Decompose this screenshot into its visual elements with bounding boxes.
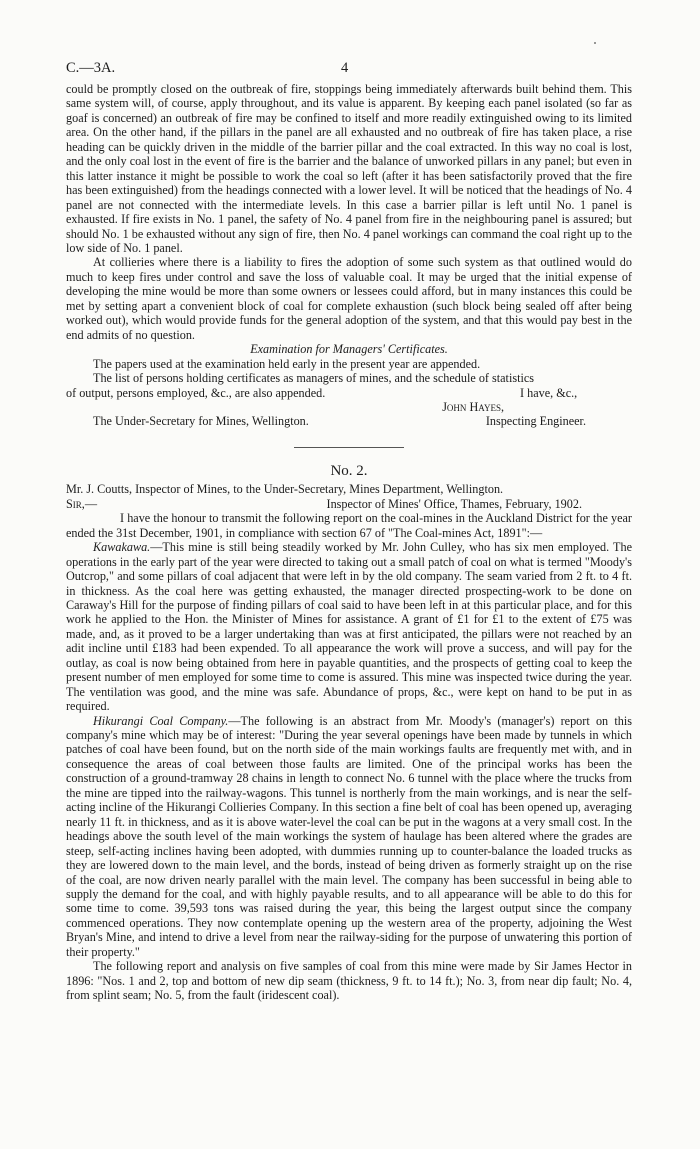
signatory-row	[66, 400, 632, 414]
paragraph-kawakawa	[66, 540, 632, 713]
salutation-row	[66, 497, 632, 511]
letter-from-line: Mr. J. Coutts, Inspector of Mines, to the Under-Secretary, Mines Department, Wellington.	[66, 482, 504, 497]
paragraph-collieries: At collieries where there is a liability to fires the adoption of some such system as that outlined would do much to keep fires under control and save the loss of valuable coal. It may be urged that the initial expense of developing the mine would be more than some owners or lessees could afford, but in many instances this could be met by setting apart a convenient block of coal for complete exhaustion (such block being sealed off after being worked out), which would provide funds for the general adoption of the system, and that this would pay best in the end admits of no question.	[66, 255, 632, 342]
page-number: 4	[341, 60, 349, 76]
hikurangi-title: Hikurangi Coal Company.	[93, 713, 229, 728]
examination-heading: Examination for Managers' Certificates.	[250, 342, 448, 357]
paragraph-exam-papers: The papers used at the examination held early in the present year are appended.	[93, 356, 481, 371]
paragraph-certificates-cont: of output, persons employed, &c., are also appended.	[66, 385, 326, 400]
page-speck	[594, 42, 596, 44]
paragraph-fire-panels: could be promptly closed on the outbreak of fire, stoppings being immediately afterwards built behind them. This same system will, of course, apply throughout, and its value is apparent. By keeping each panel isolated (so far as goaf is concerned) an outbreak of fire may be confined to itself and more readily extinguished owing to its limited area. On the other hand, if the pillars in the panel are all exhausted and no outbreak of fire has taken place, a rise heading can be quickly driven in the middle of the barrier pillar and the coal extracted. In this way no coal is lost, and the only coal lost in the event of fire is the barrier and the balance of unworked pillars in any panel; but even in this latter instance it might be possible to work the coal so left (after it has been satisfactorily proved that the fire has been extinguished) from the headings connected with a lower level. It will be noticed that the headings of No. 4 panel are not connected with the intermediate levels. In this case a barrier pillar is left until No. 1 panel is exhausted. If fire exists in No. 1 panel, the safety of No. 4 panel from fire in the neighbouring panel is assured; but should No. 1 be exhausted without any sign of fire, then No. 4 panel workings can command the coal right up to the low side of No. 1 panel.	[66, 82, 632, 255]
addressee-row	[66, 414, 632, 428]
kawakawa-title: Kawakawa.	[93, 540, 151, 555]
section-heading: No. 2.	[330, 462, 368, 479]
page-header	[66, 60, 632, 80]
office-dateline: Inspector of Mines' Office, Thames, February, 1902.	[326, 496, 582, 511]
kawakawa-text: —This mine is still being steadily worked by Mr. John Culley, who has six men employed. The operations in the early part of the year were directed to taking out a small patch of coal on what is termed "Moody's Outcrop," and some pillars of coal adjacent that were left in by the old company. The seam varied from 2 ft. to 4 ft. in thickness. As the coal here was getting exhausted, the manager directed prospecting-work to be done on Caraway's Hill for the purpose of finding pillars of coal said to have been left in at this particular place, and for this work he applied to the Hon. the Minister of Mines for assistance. A grant of £1 for £1 to the extent of £75 was made, and, as it proved to be a larger undertaking than was at first anticipated, the pillars were not reached by an adit incline until £183 had been expended. To all appearance the work will prove a success, and will pay for the outlay, as coal is now being obtained from here in payable quantities, and the prospects of getting coal to keep the present number of men employed for some time to come is assured. This mine was inspected twice during the year. The ventilation was good, and the mine was safe. Abundance of props, &c., were kept on hand to be put in as required.	[66, 540, 632, 714]
signatory-title: Inspecting Engineer.	[485, 414, 586, 429]
addressee: The Under-Secretary for Mines, Wellington.	[93, 414, 309, 429]
signatory-name: John Hayes,	[442, 399, 504, 414]
sign-off-row	[66, 386, 632, 400]
hikurangi-text: —The following is an abstract from Mr. Moody's (manager's) report on this company's mine which may be of interest: "During the year several openings have been made by tunnels in which patches of coal have been found, but on the north side of the main workings faults are frequently met with, and in consequence the areas of coal between those faults are limited. One of the principal works has been the construction of a ground-tramway 28 chains in length to connect No. 6 tunnel with the place where the trucks from the mine are tipped into the railway-wagons. This tunnel is northerly from the main workings, and is near the self-acting incline of the Hikurangi Collieries Company. In this section a fine belt of coal has been opened up, averaging nearly 11 ft. in thickness, and as it is above water-level the coal can be put in the wagons at a very small cost. In the headings above the south level of the main workings the system of haulage has been altered where the grades are steep, self-acting inclines having been adopted, with dummies running up to counter-balance the loaded trucks as they are lowered down to the main level, and the bords, instead of being driven as formerly straight up on the rise of the coal, are now driven nearly parallel with the main level. The company has been successful in being able to supply the demand for the coal, and with highly payable results, and to all appearance will be able to do this for some time to come. 39,593 tons was raised during the year, this being the largest output since the company commenced operations. They now contemplate opening up the western area of the property, adjoining the West Bryan's Mine, and intend to drive a level from near the railway-siding for the purpose of unwatering this portion of their property."	[66, 713, 632, 959]
paragraph-analysis: The following report and analysis on five samples of coal from this mine were made by Sir James Hector in 1896: "Nos. 1 and 2, top and bottom of new dip seam (thickness, 9 ft. to 14 ft.); No. 3, from near dip fault; No. 4, from splint seam; No. 5, from the fault (iridescent coal).	[66, 959, 632, 1003]
paragraph-transmit: I have the honour to transmit the following report on the coal-mines in the Auckland District for the year ended the 31st December, 1901, in compliance with section 67 of "The Coal-mines Act, 1891":—	[66, 511, 632, 540]
sign-off-greeting: I have, &c.,	[520, 385, 578, 400]
document-reference: C.—3A.	[66, 60, 116, 76]
paragraph-certificates: The list of persons holding certificates as managers of mines, and the schedule of statistics	[93, 371, 534, 386]
section-divider	[294, 447, 404, 448]
paragraph-hikurangi	[66, 714, 632, 960]
body-text	[66, 82, 632, 1003]
salutation: Sir,—	[66, 496, 98, 511]
